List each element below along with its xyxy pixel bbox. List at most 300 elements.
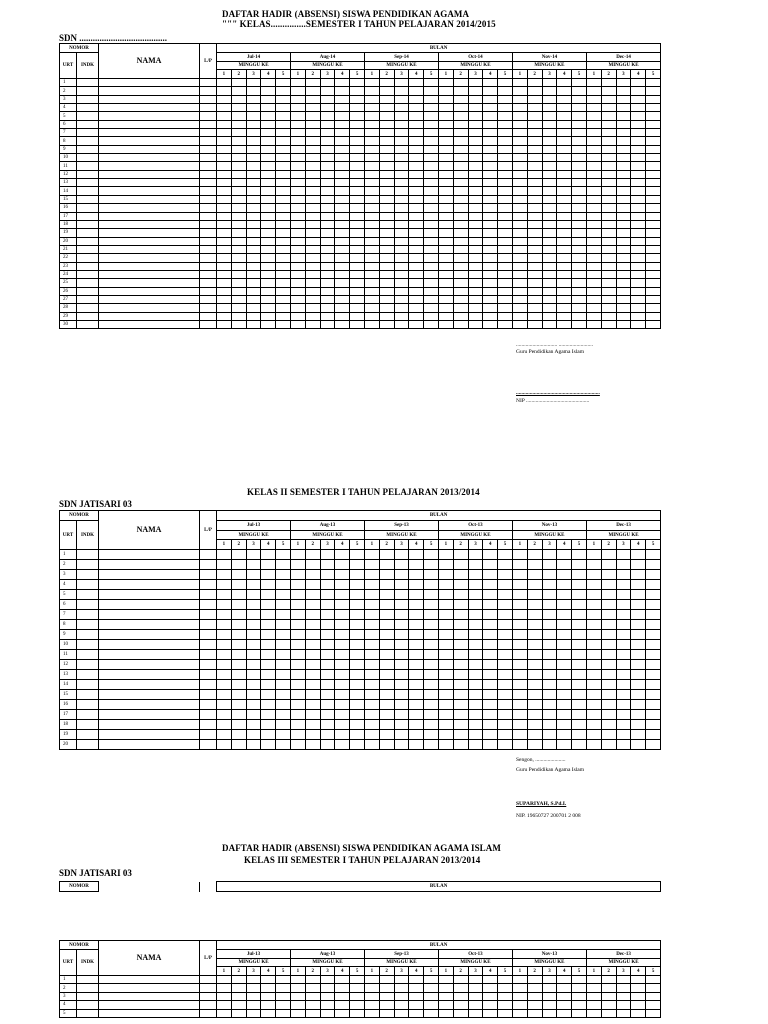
attendance-cell <box>379 287 394 295</box>
attendance-cell <box>468 112 483 120</box>
attendance-cell <box>498 162 513 170</box>
attendance-cell <box>379 984 394 992</box>
attendance-cell <box>276 610 291 620</box>
attendance-cell <box>453 650 468 660</box>
lp-blank <box>200 882 217 892</box>
attendance-cell <box>453 730 468 740</box>
attendance-cell <box>527 730 542 740</box>
attendance-cell <box>320 229 335 237</box>
attendance-cell <box>261 650 276 660</box>
indk-cell <box>77 650 99 660</box>
attendance-cell <box>246 580 261 590</box>
attendance-cell <box>350 650 365 660</box>
attendance-cell <box>409 650 424 660</box>
attendance-cell <box>246 245 261 253</box>
attendance-cell <box>572 660 587 670</box>
attendance-cell <box>572 245 587 253</box>
attendance-cell <box>468 154 483 162</box>
attendance-cell <box>364 600 379 610</box>
attendance-cell <box>468 279 483 287</box>
attendance-cell <box>276 95 291 103</box>
attendance-cell <box>468 129 483 137</box>
attendance-cell <box>261 580 276 590</box>
attendance-cell <box>320 270 335 278</box>
attendance-cell <box>409 220 424 228</box>
attendance-cell <box>350 680 365 690</box>
attendance-cell <box>453 295 468 303</box>
attendance-cell <box>409 262 424 270</box>
attendance-cell <box>217 610 232 620</box>
attendance-cell <box>291 237 306 245</box>
attendance-cell <box>527 630 542 640</box>
attendance-cell <box>586 1009 601 1017</box>
row-number: 18 <box>60 720 77 730</box>
attendance-cell <box>424 270 439 278</box>
attendance-cell <box>572 179 587 187</box>
attendance-cell <box>394 212 409 220</box>
attendance-cell <box>409 79 424 87</box>
attendance-cell <box>601 220 616 228</box>
attendance-cell <box>468 162 483 170</box>
attendance-cell <box>409 304 424 312</box>
attendance-cell <box>291 145 306 153</box>
attendance-cell <box>379 740 394 750</box>
attendance-cell <box>246 295 261 303</box>
attendance-cell <box>350 162 365 170</box>
attendance-cell <box>231 580 246 590</box>
attendance-cell <box>468 620 483 630</box>
attendance-cell <box>512 145 527 153</box>
attendance-cell <box>586 680 601 690</box>
attendance-cell <box>586 87 601 95</box>
attendance-cell <box>483 129 498 137</box>
attendance-cell <box>276 976 291 984</box>
minggu-ke-header: MINGGU KE <box>586 959 660 967</box>
attendance-cell <box>601 270 616 278</box>
attendance-cell <box>542 312 557 320</box>
attendance-cell <box>261 550 276 560</box>
attendance-cell <box>217 120 232 128</box>
attendance-cell <box>394 179 409 187</box>
table-row <box>60 254 661 262</box>
attendance-cell <box>498 590 513 600</box>
minggu-ke-header: MINGGU KE <box>364 531 438 540</box>
nama-cell <box>99 670 200 680</box>
attendance-cell <box>394 87 409 95</box>
week-number: 4 <box>557 70 572 79</box>
attendance-cell <box>364 610 379 620</box>
attendance-cell <box>468 170 483 178</box>
attendance-cell <box>498 976 513 984</box>
attendance-cell <box>364 680 379 690</box>
indk-cell <box>77 245 99 253</box>
attendance-cell <box>498 630 513 640</box>
attendance-cell <box>557 680 572 690</box>
attendance-cell <box>217 550 232 560</box>
attendance-cell <box>231 640 246 650</box>
attendance-cell <box>379 212 394 220</box>
attendance-cell <box>261 254 276 262</box>
week-number: 4 <box>557 540 572 550</box>
attendance-cell <box>646 690 661 700</box>
attendance-cell <box>527 640 542 650</box>
attendance-cell <box>231 1001 246 1009</box>
attendance-cell <box>394 112 409 120</box>
s2-school-name: SDN JATISARI 03 <box>59 499 132 509</box>
attendance-cell <box>364 129 379 137</box>
indk-cell <box>77 154 99 162</box>
attendance-cell <box>350 640 365 650</box>
attendance-cell <box>542 154 557 162</box>
table-row <box>60 162 661 170</box>
attendance-cell <box>320 79 335 87</box>
attendance-cell <box>572 590 587 600</box>
attendance-cell <box>498 690 513 700</box>
attendance-cell <box>453 600 468 610</box>
attendance-cell <box>557 320 572 328</box>
indk-cell <box>77 87 99 95</box>
attendance-cell <box>601 212 616 220</box>
attendance-cell <box>601 79 616 87</box>
nama-cell <box>99 295 200 303</box>
attendance-cell <box>217 245 232 253</box>
table-row <box>60 570 661 580</box>
attendance-cell <box>498 304 513 312</box>
row-number: 17 <box>60 710 77 720</box>
attendance-cell <box>335 700 350 710</box>
week-number: 1 <box>512 967 527 976</box>
attendance-cell <box>276 287 291 295</box>
attendance-cell <box>364 700 379 710</box>
attendance-cell <box>217 87 232 95</box>
attendance-cell <box>217 270 232 278</box>
attendance-cell <box>217 710 232 720</box>
attendance-cell <box>261 710 276 720</box>
attendance-cell <box>424 137 439 145</box>
attendance-cell <box>291 304 306 312</box>
attendance-cell <box>438 220 453 228</box>
attendance-cell <box>335 1009 350 1017</box>
attendance-cell <box>453 87 468 95</box>
attendance-cell <box>276 129 291 137</box>
attendance-cell <box>350 620 365 630</box>
attendance-cell <box>438 270 453 278</box>
attendance-cell <box>557 610 572 620</box>
attendance-cell <box>305 550 320 560</box>
attendance-cell <box>335 187 350 195</box>
attendance-cell <box>320 690 335 700</box>
attendance-cell <box>217 640 232 650</box>
attendance-cell <box>601 262 616 270</box>
attendance-cell <box>631 670 646 680</box>
attendance-cell <box>616 720 631 730</box>
attendance-cell <box>512 610 527 620</box>
lp-cell <box>200 79 217 87</box>
attendance-cell <box>557 179 572 187</box>
attendance-cell <box>246 992 261 1000</box>
attendance-cell <box>424 170 439 178</box>
attendance-cell <box>616 170 631 178</box>
attendance-cell <box>512 254 527 262</box>
attendance-cell <box>646 87 661 95</box>
attendance-cell <box>409 610 424 620</box>
attendance-cell <box>631 320 646 328</box>
nama-cell <box>99 710 200 720</box>
attendance-cell <box>276 570 291 580</box>
attendance-cell <box>438 312 453 320</box>
week-number: 5 <box>350 967 365 976</box>
month-header: Jul-14 <box>217 53 291 62</box>
attendance-cell <box>291 1009 306 1017</box>
lp-cell <box>200 162 217 170</box>
attendance-cell <box>350 670 365 680</box>
attendance-cell <box>335 740 350 750</box>
attendance-cell <box>616 700 631 710</box>
lp-cell <box>200 630 217 640</box>
attendance-cell <box>557 237 572 245</box>
row-number: 14 <box>60 187 77 195</box>
week-number: 3 <box>320 967 335 976</box>
week-number: 4 <box>631 967 646 976</box>
attendance-cell <box>409 204 424 212</box>
indk-cell <box>77 550 99 560</box>
attendance-cell <box>364 580 379 590</box>
attendance-cell <box>616 112 631 120</box>
attendance-cell <box>394 600 409 610</box>
attendance-cell <box>453 580 468 590</box>
attendance-cell <box>438 137 453 145</box>
lp-cell <box>200 154 217 162</box>
attendance-cell <box>498 580 513 590</box>
week-number: 3 <box>394 540 409 550</box>
week-number: 5 <box>424 540 439 550</box>
attendance-cell <box>616 120 631 128</box>
attendance-cell <box>379 254 394 262</box>
week-number: 5 <box>646 70 661 79</box>
month-header: Nov-13 <box>512 950 586 959</box>
attendance-cell <box>231 204 246 212</box>
attendance-cell <box>646 229 661 237</box>
attendance-cell <box>527 220 542 228</box>
attendance-cell <box>631 237 646 245</box>
attendance-cell <box>483 640 498 650</box>
week-number: 4 <box>409 70 424 79</box>
attendance-cell <box>335 992 350 1000</box>
attendance-cell <box>424 730 439 740</box>
week-number: 2 <box>453 967 468 976</box>
attendance-cell <box>424 640 439 650</box>
attendance-cell <box>231 976 246 984</box>
attendance-cell <box>586 690 601 700</box>
week-number: 4 <box>483 70 498 79</box>
attendance-cell <box>453 287 468 295</box>
week-number: 1 <box>217 967 232 976</box>
attendance-cell <box>616 740 631 750</box>
attendance-cell <box>320 992 335 1000</box>
attendance-cell <box>379 550 394 560</box>
attendance-cell <box>276 992 291 1000</box>
indk-cell <box>77 254 99 262</box>
attendance-cell <box>601 570 616 580</box>
attendance-cell <box>557 570 572 580</box>
attendance-cell <box>276 560 291 570</box>
table-row <box>60 1001 661 1009</box>
attendance-cell <box>261 730 276 740</box>
attendance-cell <box>424 279 439 287</box>
attendance-cell <box>246 120 261 128</box>
attendance-cell <box>246 620 261 630</box>
attendance-cell <box>468 590 483 600</box>
attendance-cell <box>616 195 631 203</box>
attendance-cell <box>291 590 306 600</box>
attendance-cell <box>409 137 424 145</box>
attendance-cell <box>542 195 557 203</box>
attendance-cell <box>335 154 350 162</box>
attendance-cell <box>631 710 646 720</box>
attendance-cell <box>217 690 232 700</box>
attendance-cell <box>483 170 498 178</box>
attendance-cell <box>498 104 513 112</box>
s2-nip: NIP. 19650727 200701 2 008 <box>516 813 581 819</box>
attendance-cell <box>246 1001 261 1009</box>
month-header: Jul-13 <box>217 950 291 959</box>
attendance-cell <box>631 254 646 262</box>
attendance-cell <box>261 740 276 750</box>
attendance-cell <box>320 580 335 590</box>
minggu-ke-header: MINGGU KE <box>291 959 365 967</box>
attendance-cell <box>291 262 306 270</box>
attendance-cell <box>350 145 365 153</box>
indk-cell <box>77 992 99 1000</box>
attendance-cell <box>646 212 661 220</box>
attendance-cell <box>512 550 527 560</box>
attendance-cell <box>586 740 601 750</box>
attendance-cell <box>557 690 572 700</box>
attendance-cell <box>276 229 291 237</box>
attendance-cell <box>586 195 601 203</box>
attendance-cell <box>320 560 335 570</box>
attendance-cell <box>350 304 365 312</box>
attendance-cell <box>498 640 513 650</box>
attendance-cell <box>231 600 246 610</box>
month-header: Sep-13 <box>364 521 438 531</box>
attendance-cell <box>379 262 394 270</box>
attendance-cell <box>527 580 542 590</box>
attendance-cell <box>438 104 453 112</box>
week-number: 5 <box>276 70 291 79</box>
attendance-cell <box>276 195 291 203</box>
attendance-cell <box>217 295 232 303</box>
attendance-cell <box>276 112 291 120</box>
attendance-cell <box>246 720 261 730</box>
s2-attendance-table <box>59 510 661 750</box>
nama-cell <box>99 600 200 610</box>
attendance-cell <box>217 237 232 245</box>
indk-cell <box>77 680 99 690</box>
attendance-cell <box>350 237 365 245</box>
row-number: 20 <box>60 237 77 245</box>
nama-cell <box>99 630 200 640</box>
attendance-cell <box>217 720 232 730</box>
attendance-cell <box>350 229 365 237</box>
nama-cell <box>99 229 200 237</box>
attendance-cell <box>335 312 350 320</box>
attendance-cell <box>231 112 246 120</box>
attendance-cell <box>261 700 276 710</box>
attendance-cell <box>527 740 542 750</box>
attendance-cell <box>557 112 572 120</box>
attendance-cell <box>498 295 513 303</box>
attendance-cell <box>261 1009 276 1017</box>
attendance-cell <box>276 660 291 670</box>
attendance-cell <box>246 220 261 228</box>
attendance-cell <box>601 95 616 103</box>
attendance-cell <box>572 170 587 178</box>
table-row <box>60 304 661 312</box>
attendance-cell <box>601 700 616 710</box>
attendance-cell <box>320 237 335 245</box>
attendance-cell <box>527 95 542 103</box>
attendance-cell <box>542 245 557 253</box>
attendance-cell <box>350 660 365 670</box>
attendance-cell <box>616 295 631 303</box>
attendance-cell <box>246 262 261 270</box>
attendance-cell <box>261 295 276 303</box>
attendance-cell <box>364 1001 379 1009</box>
attendance-cell <box>438 720 453 730</box>
lp-cell <box>200 680 217 690</box>
s1-school-name: SDN ....................................... <box>59 33 168 43</box>
attendance-cell <box>364 740 379 750</box>
attendance-cell <box>424 610 439 620</box>
attendance-cell <box>335 162 350 170</box>
attendance-cell <box>542 87 557 95</box>
attendance-cell <box>305 245 320 253</box>
attendance-cell <box>586 720 601 730</box>
attendance-cell <box>409 580 424 590</box>
attendance-cell <box>424 79 439 87</box>
lp-cell <box>200 740 217 750</box>
attendance-cell <box>335 262 350 270</box>
attendance-cell <box>305 262 320 270</box>
attendance-cell <box>527 1009 542 1017</box>
attendance-cell <box>542 187 557 195</box>
attendance-cell <box>453 237 468 245</box>
attendance-cell <box>379 600 394 610</box>
attendance-cell <box>601 295 616 303</box>
week-number: 3 <box>468 967 483 976</box>
attendance-cell <box>231 237 246 245</box>
row-number: 18 <box>60 220 77 228</box>
attendance-cell <box>379 112 394 120</box>
attendance-cell <box>409 287 424 295</box>
attendance-cell <box>572 650 587 660</box>
attendance-cell <box>616 254 631 262</box>
attendance-cell <box>291 730 306 740</box>
attendance-cell <box>438 590 453 600</box>
lp-cell <box>200 730 217 740</box>
attendance-cell <box>616 279 631 287</box>
attendance-cell <box>335 670 350 680</box>
attendance-cell <box>438 984 453 992</box>
attendance-cell <box>217 187 232 195</box>
attendance-cell <box>246 710 261 720</box>
attendance-cell <box>572 670 587 680</box>
lp-cell <box>200 1001 217 1009</box>
attendance-cell <box>394 740 409 750</box>
attendance-cell <box>291 187 306 195</box>
attendance-cell <box>291 690 306 700</box>
